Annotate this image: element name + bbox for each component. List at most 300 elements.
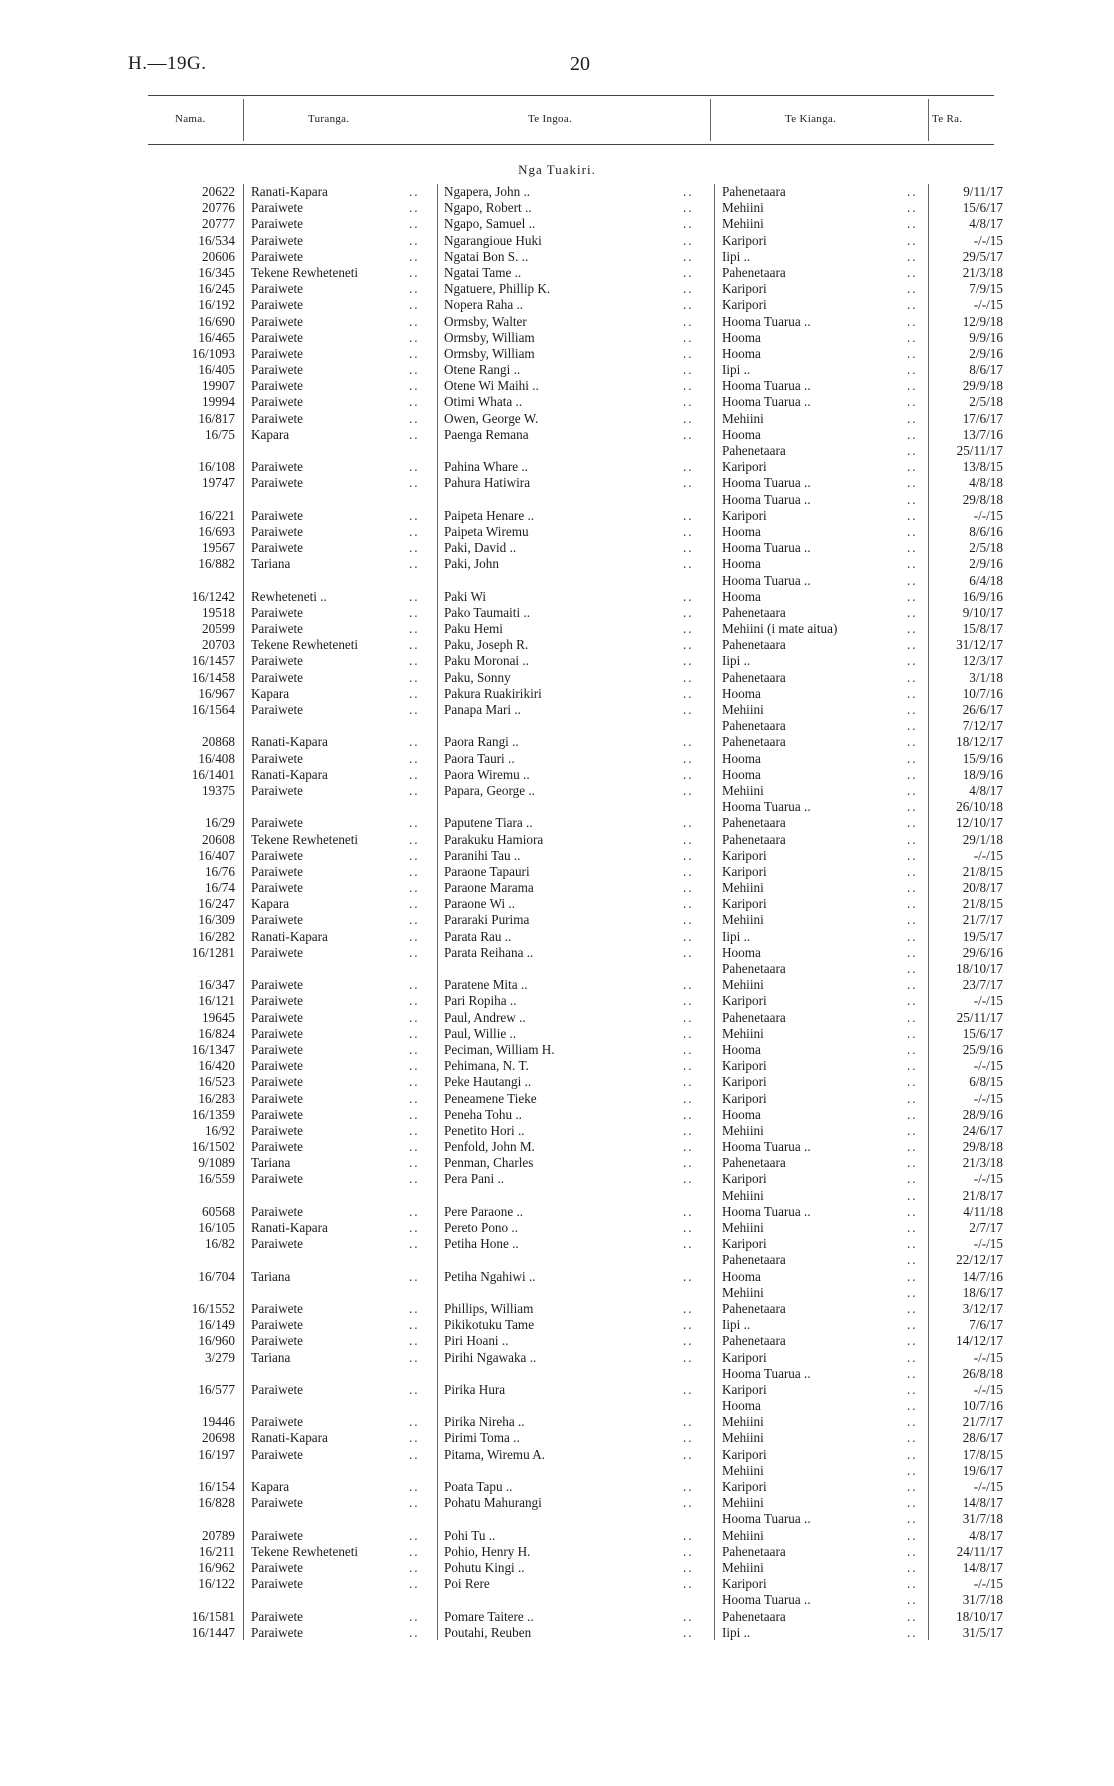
leader-dots: .. <box>409 556 420 572</box>
table-row <box>0 767 1114 783</box>
cell-turanga: Paraiwete <box>251 540 303 556</box>
table-row <box>0 945 1114 961</box>
leader-dots: .. <box>683 1106 694 1122</box>
leader-dots: .. <box>409 1430 420 1446</box>
table-row <box>0 1495 1114 1511</box>
cell-ra: 7/6/17 <box>969 1317 1003 1333</box>
cell-kianga: Mehiini <box>722 1187 764 1203</box>
cell-ra: 23/7/17 <box>962 977 1003 993</box>
cell-turanga: Paraiwete <box>251 1317 303 1333</box>
table-row <box>0 718 1114 734</box>
leader-dots: .. <box>907 588 918 604</box>
cell-nama: 16/960 <box>198 1333 235 1349</box>
leader-dots: .. <box>409 847 420 863</box>
column-header-ingoa: Te Ingoa. <box>528 113 573 125</box>
cell-kianga: Pahenetaara <box>722 637 786 653</box>
cell-ra: -/-/15 <box>973 993 1003 1009</box>
leader-dots: .. <box>409 1414 420 1430</box>
header-divider <box>928 99 929 141</box>
cell-nama: 16/408 <box>198 750 235 766</box>
table-row <box>0 1107 1114 1123</box>
table-row <box>0 1576 1114 1592</box>
cell-turanga: Paraiwete <box>251 1090 303 1106</box>
cell-ingoa: Otene Wi Maihi .. <box>444 378 539 394</box>
cell-kianga: Hooma <box>722 556 761 572</box>
cell-kianga: Pahenetaara <box>722 264 786 280</box>
cell-kianga: Hooma Tuarua .. <box>722 1592 811 1608</box>
cell-ingoa: Pomare Taitere .. <box>444 1608 534 1624</box>
cell-ingoa: Paul, Willie .. <box>444 1025 517 1041</box>
cell-ingoa: Peneha Tohu .. <box>444 1106 522 1122</box>
leader-dots: .. <box>907 928 918 944</box>
cell-nama: 19375 <box>202 782 235 798</box>
cell-turanga: Paraiwete <box>251 523 303 539</box>
cell-ingoa: Panapa Mari .. <box>444 702 521 717</box>
leader-dots: .. <box>683 831 694 847</box>
cell-ra: 24/6/17 <box>962 1122 1003 1138</box>
cell-nama: 19907 <box>202 378 235 394</box>
cell-ingoa: Ngarangioue Huki <box>444 232 542 248</box>
cell-ra: 31/7/18 <box>962 1592 1003 1608</box>
leader-dots: .. <box>409 281 420 297</box>
leader-dots: .. <box>409 1139 420 1155</box>
register-table <box>0 184 1114 1641</box>
cell-nama: 16/1458 <box>191 669 235 685</box>
leader-dots: .. <box>907 1041 918 1057</box>
leader-dots: .. <box>907 1576 918 1592</box>
cell-turanga: Ranati-Kapara <box>251 184 328 199</box>
leader-dots: .. <box>907 281 918 297</box>
cell-ra: 29/6/16 <box>962 944 1003 960</box>
leader-dots: .. <box>907 264 918 280</box>
table-row <box>0 1366 1114 1382</box>
leader-dots: .. <box>907 702 918 717</box>
cell-ingoa: Paku, Sonny <box>444 669 511 685</box>
cell-nama: 16/1581 <box>191 1608 235 1624</box>
table-row <box>0 492 1114 508</box>
leader-dots: .. <box>409 507 420 523</box>
cell-ra: 20/8/17 <box>962 880 1003 896</box>
cell-kianga: Hooma Tuarua .. <box>722 394 811 410</box>
cell-ingoa: Paul, Andrew .. <box>444 1009 526 1025</box>
cell-ingoa: Penman, Charles <box>444 1155 534 1171</box>
table-row <box>0 265 1114 281</box>
cell-ra: 21/3/18 <box>962 1155 1003 1171</box>
leader-dots: .. <box>907 410 918 426</box>
leader-dots: .. <box>907 378 918 394</box>
cell-kianga: Hooma <box>722 944 761 960</box>
cell-kianga: Hooma <box>722 329 761 345</box>
table-row <box>0 346 1114 362</box>
table-row <box>0 734 1114 750</box>
cell-nama: 16/105 <box>198 1220 235 1235</box>
leader-dots: .. <box>683 1074 694 1090</box>
leader-dots: .. <box>409 200 420 216</box>
cell-kianga: Karipori <box>722 281 767 297</box>
leader-dots: .. <box>683 588 694 604</box>
leader-dots: .. <box>683 734 694 750</box>
cell-ra: 19/5/17 <box>962 928 1003 944</box>
leader-dots: .. <box>683 1300 694 1316</box>
cell-nama: 16/283 <box>198 1090 235 1106</box>
cell-ingoa: Nopera Raha .. <box>444 297 524 313</box>
leader-dots: .. <box>907 1090 918 1106</box>
cell-ingoa: Ngapo, Robert .. <box>444 200 532 216</box>
cell-ra: 10/7/16 <box>962 1398 1003 1414</box>
cell-turanga: Paraiwete <box>251 1300 303 1316</box>
leader-dots: .. <box>683 1171 694 1187</box>
leader-dots: .. <box>683 1333 694 1349</box>
leader-dots: .. <box>907 799 918 815</box>
cell-kianga: Karipori <box>722 1090 767 1106</box>
column-header-ra: Te Ra. <box>932 113 963 125</box>
cell-ra: 26/6/17 <box>962 702 1003 717</box>
table-row <box>0 1350 1114 1366</box>
cell-ra: 25/11/17 <box>956 443 1003 458</box>
cell-nama: 16/154 <box>198 1479 235 1494</box>
cell-kianga: Hooma <box>722 766 761 782</box>
cell-kianga: Karipori <box>722 507 767 523</box>
leader-dots: .. <box>409 216 420 232</box>
cell-kianga: Hooma <box>722 1398 761 1414</box>
cell-kianga: Hooma <box>722 426 761 442</box>
cell-kianga: Karipori <box>722 1381 767 1397</box>
cell-nama: 16/282 <box>198 928 235 944</box>
cell-turanga: Paraiwete <box>251 912 303 928</box>
cell-ra: 31/5/17 <box>962 1624 1003 1640</box>
cell-turanga: Paraiwete <box>251 410 303 426</box>
leader-dots: .. <box>683 1090 694 1106</box>
cell-turanga: Tariana <box>251 1349 291 1365</box>
cell-turanga: Paraiwete <box>251 329 303 345</box>
page-number: 20 <box>570 53 590 75</box>
leader-dots: .. <box>907 1317 918 1333</box>
table-row <box>0 1414 1114 1430</box>
leader-dots: .. <box>409 1203 420 1219</box>
cell-nama: 16/405 <box>198 362 235 378</box>
leader-dots: .. <box>683 540 694 556</box>
cell-turanga: Paraiwete <box>251 1446 303 1462</box>
leader-dots: .. <box>907 1139 918 1155</box>
cell-kianga: Mehiini <box>722 702 764 717</box>
leader-dots: .. <box>907 1333 918 1349</box>
cell-kianga: Karipori <box>722 1074 767 1090</box>
cell-nama: 16/1401 <box>191 766 235 782</box>
cell-kianga: Pahenetaara <box>722 1009 786 1025</box>
cell-turanga: Tekene Rewheteneti <box>251 831 359 847</box>
leader-dots: .. <box>907 734 918 750</box>
table-row <box>0 670 1114 686</box>
leader-dots: .. <box>907 1414 918 1430</box>
cell-nama: 16/523 <box>198 1074 235 1090</box>
cell-turanga: Paraiwete <box>251 1559 303 1575</box>
cell-ingoa: Paora Rangi .. <box>444 734 519 750</box>
cell-ra: 21/7/17 <box>962 1414 1003 1430</box>
cell-turanga: Paraiwete <box>251 847 303 863</box>
cell-kianga: Mehiini <box>722 1025 764 1041</box>
leader-dots: .. <box>409 588 420 604</box>
cell-ra: -/-/15 <box>973 232 1003 248</box>
cell-turanga: Paraiwete <box>251 1414 303 1430</box>
cell-ingoa: Paora Wiremu .. <box>444 766 530 782</box>
table-row <box>0 702 1114 718</box>
leader-dots: .. <box>683 248 694 264</box>
table-row <box>0 556 1114 572</box>
cell-nama: 20606 <box>202 248 235 264</box>
table-row <box>0 1333 1114 1349</box>
leader-dots: .. <box>907 362 918 378</box>
cell-ra: -/-/15 <box>973 1090 1003 1106</box>
cell-turanga: Paraiwete <box>251 1203 303 1219</box>
table-row <box>0 912 1114 928</box>
cell-nama: 16/92 <box>204 1122 235 1138</box>
table-row <box>0 653 1114 669</box>
cell-ra: 3/12/17 <box>962 1300 1003 1316</box>
cell-nama: 9/1089 <box>198 1155 235 1171</box>
table-row <box>0 1609 1114 1625</box>
leader-dots: .. <box>409 944 420 960</box>
cell-kianga: Pahenetaara <box>722 961 786 976</box>
leader-dots: .. <box>409 378 420 394</box>
cell-ra: 12/9/18 <box>962 313 1003 329</box>
leader-dots: .. <box>683 297 694 313</box>
table-row <box>0 751 1114 767</box>
leader-dots: .. <box>409 313 420 329</box>
cell-ingoa: Ngatai Bon S. .. <box>444 248 529 264</box>
table-row <box>0 832 1114 848</box>
cell-ra: 25/9/16 <box>962 1041 1003 1057</box>
table-row <box>0 1479 1114 1495</box>
leader-dots: .. <box>907 297 918 313</box>
leader-dots: .. <box>409 426 420 442</box>
cell-turanga: Tariana <box>251 1155 291 1171</box>
table-row <box>0 1625 1114 1641</box>
table-row <box>0 314 1114 330</box>
leader-dots: .. <box>409 232 420 248</box>
table-row <box>0 880 1114 896</box>
leader-dots: .. <box>907 1430 918 1446</box>
cell-ra: 29/9/18 <box>962 378 1003 394</box>
cell-ra: -/-/15 <box>973 1058 1003 1074</box>
leader-dots: .. <box>409 329 420 345</box>
leader-dots: .. <box>409 1381 420 1397</box>
cell-kianga: Pahenetaara <box>722 831 786 847</box>
cell-nama: 16/962 <box>198 1559 235 1575</box>
table-row <box>0 1269 1114 1285</box>
cell-nama: 16/82 <box>204 1236 235 1252</box>
cell-kianga: Iipi .. <box>722 1317 751 1333</box>
leader-dots: .. <box>907 912 918 928</box>
leader-dots: .. <box>683 1122 694 1138</box>
table-row <box>0 961 1114 977</box>
cell-ra: -/-/15 <box>973 1381 1003 1397</box>
cell-nama: 16/74 <box>204 880 235 896</box>
cell-ra: 2/9/16 <box>969 345 1003 361</box>
leader-dots: .. <box>409 734 420 750</box>
cell-kianga: Mehiini <box>722 200 764 216</box>
column-header-turanga: Turanga. <box>308 113 350 125</box>
leader-dots: .. <box>907 329 918 345</box>
leader-dots: .. <box>409 184 420 199</box>
cell-nama: 16/347 <box>198 977 235 993</box>
leader-dots: .. <box>907 863 918 879</box>
leader-dots: .. <box>683 685 694 701</box>
cell-kianga: Karipori <box>722 1058 767 1074</box>
cell-ingoa: Parakuku Hamiora <box>444 831 544 847</box>
table-row <box>0 1252 1114 1268</box>
cell-kianga: Pahenetaara <box>722 443 786 458</box>
leader-dots: .. <box>409 1236 420 1252</box>
leader-dots: .. <box>907 1608 918 1624</box>
cell-nama: 16/121 <box>198 993 235 1009</box>
table-row <box>0 1026 1114 1042</box>
leader-dots: .. <box>683 1576 694 1592</box>
cell-ra: 14/12/17 <box>956 1333 1003 1349</box>
leader-dots: .. <box>409 863 420 879</box>
leader-dots: .. <box>409 702 420 717</box>
leader-dots: .. <box>409 1333 420 1349</box>
cell-nama: 20622 <box>202 184 235 199</box>
cell-ingoa: Peneamene Tieke <box>444 1090 537 1106</box>
leader-dots: .. <box>683 1381 694 1397</box>
leader-dots: .. <box>683 880 694 896</box>
leader-dots: .. <box>683 766 694 782</box>
leader-dots: .. <box>907 1220 918 1235</box>
leader-dots: .. <box>409 1268 420 1284</box>
leader-dots: .. <box>409 410 420 426</box>
leader-dots: .. <box>907 815 918 831</box>
leader-dots: .. <box>409 1155 420 1171</box>
leader-dots: .. <box>907 184 918 199</box>
cell-ra: 21/8/17 <box>962 1187 1003 1203</box>
leader-dots: .. <box>907 782 918 798</box>
table-row <box>0 1301 1114 1317</box>
leader-dots: .. <box>907 1122 918 1138</box>
cell-ingoa: Pirika Hura <box>444 1381 506 1397</box>
leader-dots: .. <box>409 977 420 993</box>
cell-ra: 4/8/17 <box>969 1527 1003 1543</box>
leader-dots: .. <box>409 912 420 928</box>
table-row <box>0 929 1114 945</box>
header-divider <box>710 99 711 141</box>
cell-ra: 8/6/17 <box>969 362 1003 378</box>
cell-ingoa: Paipeta Wiremu <box>444 523 529 539</box>
cell-ingoa: Paipeta Henare .. <box>444 507 535 523</box>
cell-nama: 16/817 <box>198 410 235 426</box>
cell-turanga: Paraiwete <box>251 815 303 831</box>
cell-nama: 16/247 <box>198 896 235 912</box>
cell-kianga: Iipi .. <box>722 1624 751 1640</box>
cell-ra: 29/5/17 <box>962 248 1003 264</box>
leader-dots: .. <box>683 232 694 248</box>
cell-ingoa: Pohatu Mahurangi <box>444 1495 542 1511</box>
cell-turanga: Paraiwete <box>251 669 303 685</box>
leader-dots: .. <box>683 847 694 863</box>
leader-dots: .. <box>683 410 694 426</box>
cell-nama: 16/211 <box>198 1543 235 1559</box>
leader-dots: .. <box>907 718 918 734</box>
cell-nama: 20608 <box>202 831 235 847</box>
cell-turanga: Tariana <box>251 556 291 572</box>
document-reference: H.—19G. <box>128 53 207 74</box>
cell-ra: 9/11/17 <box>963 184 1003 199</box>
leader-dots: .. <box>409 1543 420 1559</box>
cell-ra: 2/5/18 <box>969 540 1003 556</box>
cell-kianga: Karipori <box>722 847 767 863</box>
cell-turanga: Paraiwete <box>251 475 303 491</box>
cell-ingoa: Paratene Mita .. <box>444 977 528 993</box>
leader-dots: .. <box>683 863 694 879</box>
cell-ingoa: Ngatuere, Phillip K. <box>444 281 551 297</box>
table-row <box>0 508 1114 524</box>
cell-kianga: Hooma Tuarua .. <box>722 572 811 588</box>
leader-dots: .. <box>409 880 420 896</box>
leader-dots: .. <box>409 1074 420 1090</box>
table-row <box>0 605 1114 621</box>
leader-dots: .. <box>409 1058 420 1074</box>
cell-kianga: Mehiini <box>722 1414 764 1430</box>
table-row <box>0 1091 1114 1107</box>
leader-dots: .. <box>683 912 694 928</box>
table-row <box>0 233 1114 249</box>
cell-turanga: Paraiwete <box>251 362 303 378</box>
cell-kianga: Hooma <box>722 1268 761 1284</box>
leader-dots: .. <box>907 216 918 232</box>
leader-dots: .. <box>907 1527 918 1543</box>
cell-ra: 2/7/17 <box>969 1220 1003 1235</box>
header-bottom-rule <box>148 144 994 145</box>
cell-nama: 20776 <box>202 200 235 216</box>
cell-ingoa: Papara, George .. <box>444 782 535 798</box>
cell-ra: 13/8/15 <box>962 459 1003 475</box>
leader-dots: .. <box>683 815 694 831</box>
cell-ingoa: Ormsby, William <box>444 345 535 361</box>
cell-turanga: Paraiwete <box>251 1624 303 1640</box>
cell-nama: 16/1457 <box>191 653 235 669</box>
cell-nama: 20698 <box>202 1430 235 1446</box>
leader-dots: .. <box>683 426 694 442</box>
cell-ingoa: Paku Hemi <box>444 621 503 637</box>
cell-ingoa: Pirika Nireha .. <box>444 1414 525 1430</box>
cell-turanga: Paraiwete <box>251 702 303 717</box>
cell-turanga: Paraiwete <box>251 750 303 766</box>
cell-turanga: Kapara <box>251 896 290 912</box>
cell-ra: 9/10/17 <box>962 604 1003 620</box>
leader-dots: .. <box>907 507 918 523</box>
cell-ra: 21/7/17 <box>962 912 1003 928</box>
leader-dots: .. <box>409 264 420 280</box>
leader-dots: .. <box>907 313 918 329</box>
cell-kianga: Mehiini (i mate aitua) <box>722 621 838 637</box>
leader-dots: .. <box>683 1527 694 1543</box>
cell-ingoa: Otene Rangi .. <box>444 362 521 378</box>
cell-ra: 25/11/17 <box>956 1009 1003 1025</box>
column-header-kianga: Te Kianga. <box>785 113 837 125</box>
leader-dots: .. <box>409 1624 420 1640</box>
cell-ingoa: Paputene Tiara .. <box>444 815 533 831</box>
cell-kianga: Iipi .. <box>722 248 751 264</box>
cell-nama: 16/420 <box>198 1058 235 1074</box>
leader-dots: .. <box>907 669 918 685</box>
cell-turanga: Paraiwete <box>251 653 303 669</box>
table-row <box>0 1463 1114 1479</box>
leader-dots: .. <box>409 523 420 539</box>
cell-turanga: Paraiwete <box>251 604 303 620</box>
cell-ra: 15/6/17 <box>962 1025 1003 1041</box>
table-row <box>0 1382 1114 1398</box>
leader-dots: .. <box>683 993 694 1009</box>
leader-dots: .. <box>907 459 918 475</box>
